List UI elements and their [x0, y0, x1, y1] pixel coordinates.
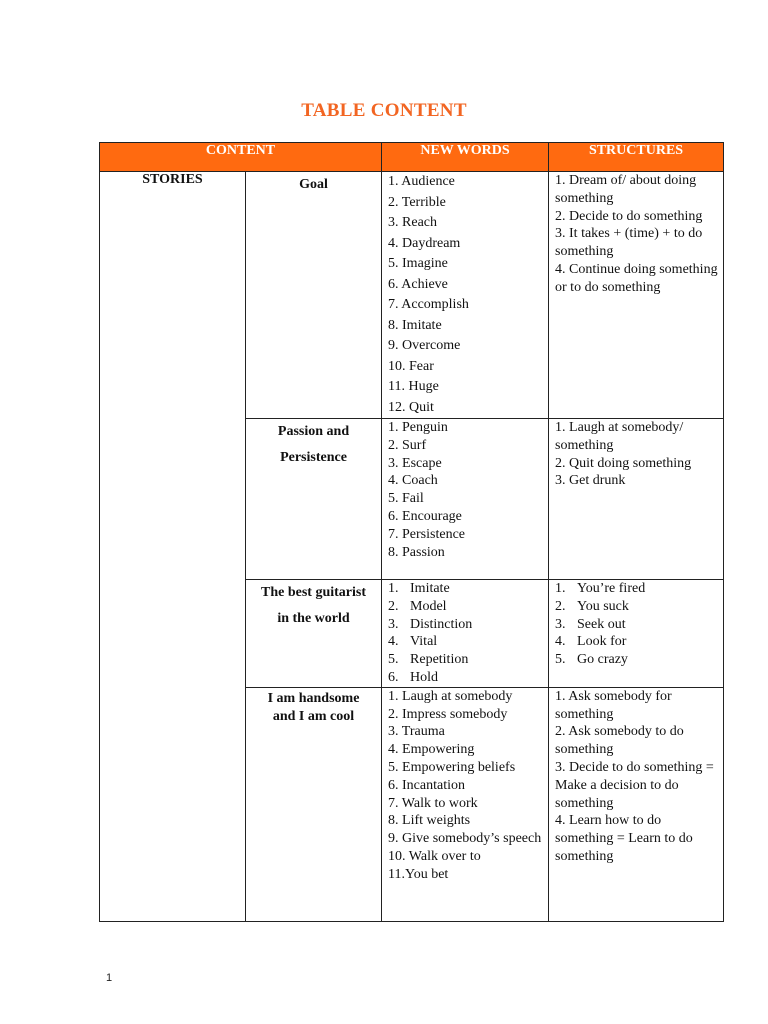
list-item: 1. Imitate: [388, 581, 450, 596]
list-item: 8. Lift weights: [388, 813, 471, 829]
topic-label-line: Persistence: [280, 450, 347, 465]
topic-label-line: and I am cool: [272, 708, 355, 724]
list-item: 5. Imagine: [388, 256, 448, 271]
structures-cell: [549, 580, 724, 688]
list-item: 11. Huge: [388, 379, 439, 394]
list-item: 9. Overcome: [388, 338, 461, 353]
table-row: [100, 172, 724, 419]
list-item: 5. Go crazy: [555, 652, 628, 668]
list-item: 2. You suck: [555, 598, 629, 614]
list-item: 1. Dream of/ about doing something: [555, 173, 697, 206]
list-item: 6. Encourage: [388, 508, 462, 524]
topic-label-line: Passion and: [277, 424, 350, 439]
list-item: 6. Incantation: [388, 777, 465, 793]
list-item: 3. It takes + (time) + to do something: [555, 226, 703, 260]
list-item: 4. Learn how to do something = Learn to do something: [555, 813, 693, 864]
topic-cell: [246, 687, 382, 921]
page-number: 1: [106, 972, 113, 984]
topic-label-line: I am handsome: [267, 690, 360, 706]
structures-list: [549, 580, 723, 669]
list-item: 5. Empowering beliefs: [388, 759, 516, 775]
list-item: 5. Repetition: [388, 652, 469, 668]
new-words-cell: [382, 172, 549, 419]
list-item: 5. Fail: [388, 491, 424, 507]
topic-cell: [246, 172, 382, 419]
new-words-list: [382, 688, 548, 884]
list-item: 3. Distinction: [388, 616, 473, 632]
list-item: 3. Seek out: [555, 616, 626, 632]
list-item: 1. Ask somebody for something: [555, 688, 672, 722]
header-new-words: NEW WORDS: [382, 143, 549, 172]
new-words-cell: [382, 419, 549, 580]
list-item: 3. Reach: [388, 215, 437, 230]
new-words-cell: [382, 687, 549, 921]
list-item: 7. Persistence: [388, 526, 465, 542]
list-item: 3. Trauma: [388, 724, 445, 740]
list-item: 3. Decide to do something = Make a decision to do something: [555, 759, 714, 811]
list-item: 3. Get drunk: [555, 473, 626, 489]
list-item: 6. Achieve: [388, 276, 448, 292]
list-item: 4. Daydream: [388, 235, 461, 251]
list-item: 3. Escape: [388, 455, 442, 471]
list-item: 1. Laugh at somebody: [388, 688, 513, 704]
list-item: 2. Ask somebody to do something: [555, 724, 684, 758]
list-item: 4. Empowering: [388, 742, 475, 758]
list-item: 8. Passion: [388, 544, 445, 560]
structures-cell: [549, 687, 724, 921]
list-item: 2. Decide to do something: [555, 208, 703, 224]
list-item: 8. Imitate: [388, 317, 442, 333]
list-item: 4. Look for: [555, 634, 627, 650]
list-item: 1. Penguin: [388, 420, 448, 435]
stories-cell: [100, 172, 246, 922]
list-item: 10. Fear: [388, 358, 434, 374]
list-item: 7. Accomplish: [388, 297, 469, 312]
structures-list: [549, 419, 723, 490]
list-item: 1. Audience: [388, 174, 455, 189]
structures-list: [549, 688, 723, 866]
page-title: TABLE CONTENT: [301, 100, 467, 121]
new-words-list: [382, 419, 548, 561]
list-item: 11.You bet: [388, 866, 449, 882]
header-structures: STRUCTURES: [549, 143, 724, 172]
table-header-row: [100, 143, 724, 172]
list-item: 1. Laugh at somebody/ something: [555, 420, 684, 453]
list-item: 4. Continue doing something or to do something: [555, 261, 718, 295]
list-item: 2. Impress somebody: [388, 706, 508, 722]
header-content: CONTENT: [100, 143, 382, 172]
structures-cell: [549, 172, 724, 419]
structures-list: [549, 172, 723, 297]
list-item: 10. Walk over to: [388, 848, 481, 864]
topic-label-line: in the world: [277, 611, 350, 626]
list-item: 2. Model: [388, 598, 447, 614]
new-words-list: [382, 580, 548, 687]
new-words-list: [382, 172, 548, 418]
topic-cell: [246, 419, 382, 580]
stories-label: STORIES: [142, 172, 203, 187]
topic-cell: [246, 580, 382, 688]
topic-label: Goal: [299, 177, 328, 192]
list-item: 2. Quit doing something: [555, 455, 692, 471]
topic-label-line: The best guitarist: [261, 585, 366, 600]
list-item: 7. Walk to work: [388, 795, 478, 811]
list-item: 6. Hold: [388, 669, 439, 685]
list-item: 9. Give somebody’s speech: [388, 831, 542, 847]
content-table: [99, 142, 724, 922]
list-item: 4. Vital: [388, 634, 438, 650]
structures-cell: [549, 419, 724, 580]
list-item: 4. Coach: [388, 473, 438, 489]
new-words-cell: [382, 580, 549, 688]
list-item: 2. Surf: [388, 437, 427, 453]
list-item: 2. Terrible: [388, 194, 446, 210]
list-item: 1. You’re fired: [555, 581, 646, 596]
list-item: 12. Quit: [388, 399, 434, 415]
